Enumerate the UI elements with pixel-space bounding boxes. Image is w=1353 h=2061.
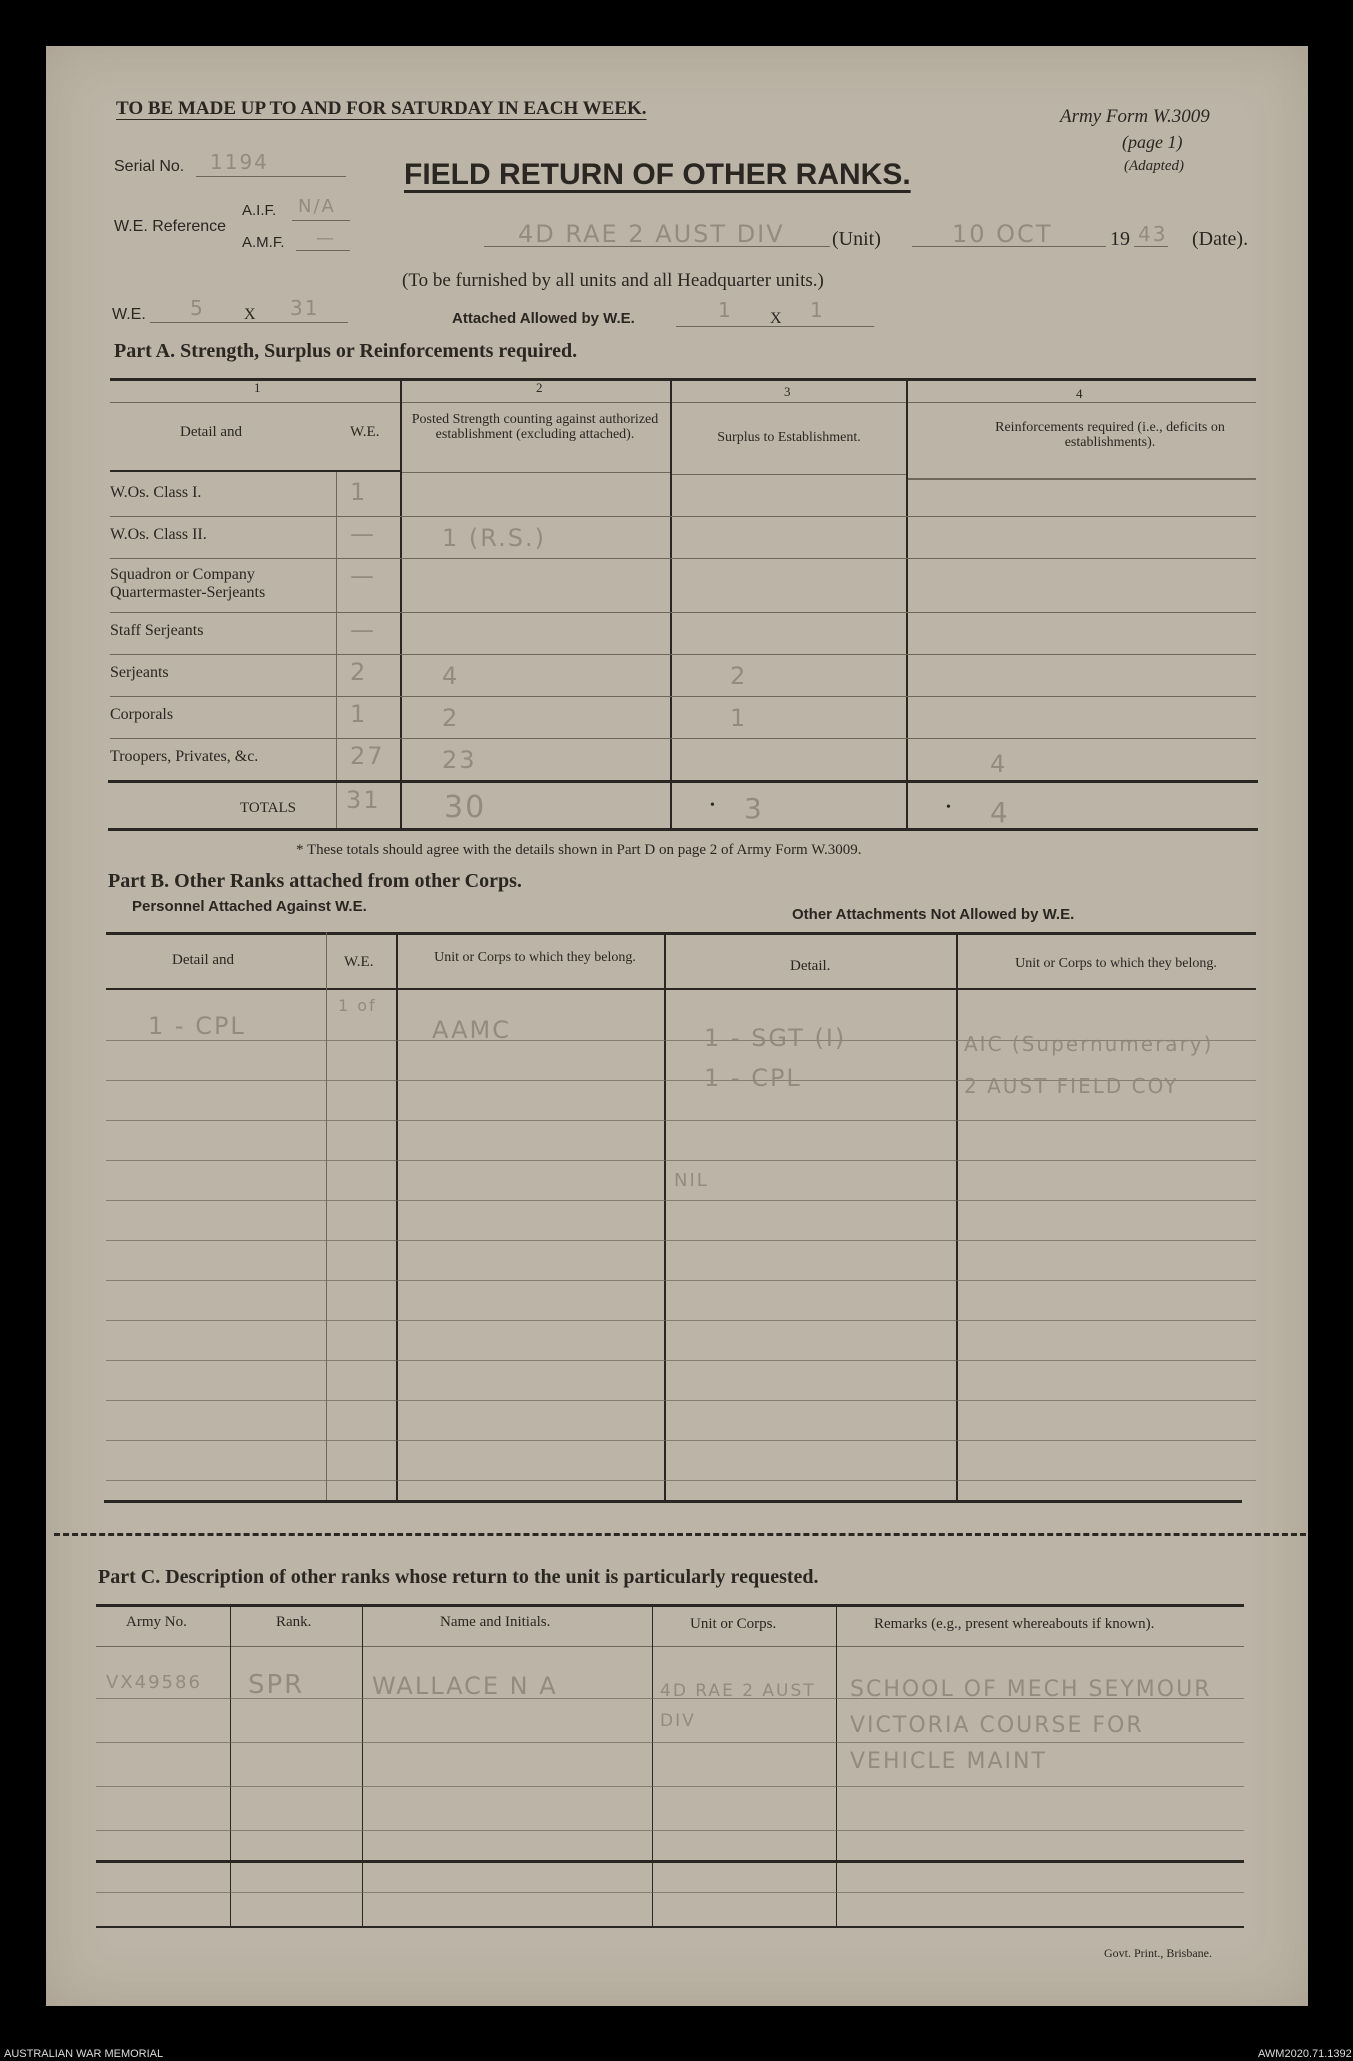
part-c-col-army-no: Army No. (126, 1614, 187, 1630)
part-a-row-reinforcements: 4 (990, 750, 1008, 778)
part-c-col-rank: Rank. (276, 1614, 312, 1630)
part-c-name: WALLACE N A (372, 1672, 558, 1700)
page-title: FIELD RETURN OF OTHER RANKS. (404, 158, 911, 191)
attached-x: X (770, 310, 782, 327)
instruction-heading: TO BE MADE UP TO AND FOR SATURDAY IN EACH WEEK. (116, 98, 647, 119)
part-b-title: Part B. Other Ranks attached from other Corps. (108, 870, 522, 892)
year-value: 43 (1138, 222, 1168, 246)
part-a-col-posted: Posted Strength counting against authorized establishment (excluding attached). (411, 412, 659, 442)
part-a-row-label: Squadron or Company Quartermaster-Serjeants (110, 566, 266, 601)
col-number-3: 3 (784, 384, 791, 399)
part-a-row-label: W.Os. Class II. (110, 526, 207, 543)
part-a-row-we: — (350, 616, 376, 644)
furnish-note: (To be furnished by all units and all Headquarter units.) (402, 270, 824, 291)
part-b-right-detail-1: 1 - SGT (I) (704, 1024, 847, 1052)
printer-imprint: Govt. Print., Brisbane. (1104, 1946, 1212, 1960)
we-value-a: 5 (190, 296, 205, 320)
footer-left: AUSTRALIAN WAR MEMORIAL (4, 2048, 164, 2060)
part-a-row-posted: 23 (442, 746, 477, 774)
part-a-row-label: Serjeants (110, 664, 169, 681)
part-a-col-surplus: Surplus to Establishment. (717, 430, 861, 445)
attached-label: Attached Allowed by W.E. (452, 310, 635, 327)
year-prefix: 19 (1110, 228, 1130, 250)
part-a-col-detail: Detail and (180, 424, 243, 440)
part-a-col-we: W.E. (350, 424, 380, 440)
part-a-row-label: Troopers, Privates, &c. (110, 748, 259, 765)
footer-right: AWM2020.71.1392 (1258, 2048, 1352, 2060)
part-b-col-unit2: Unit or Corps to which they belong. (1015, 956, 1217, 971)
part-b-left-unit: AAMC (432, 1016, 511, 1044)
date-label: (Date). (1192, 228, 1249, 250)
part-a-row-we: 1 (350, 700, 368, 728)
part-c-title: Part C. Description of other ranks whose return to the unit is particularly requested. (98, 1566, 819, 1588)
part-b-right-detail-2: 1 - CPL (704, 1064, 802, 1092)
unit-value: 4D RAE 2 AUST DIV (518, 220, 785, 248)
totals-label: TOTALS (240, 800, 297, 816)
part-a-row-surplus: 2 (730, 662, 748, 690)
amf-value: — (316, 228, 336, 249)
part-a-row-we: 2 (350, 658, 368, 686)
part-b-col-detail2: Detail. (790, 958, 831, 974)
part-c-col-remarks: Remarks (e.g., present whereabouts if known). (874, 1616, 1155, 1632)
part-a-row-we: — (350, 520, 376, 548)
totals-we: 31 (346, 786, 381, 814)
attached-value-a: 1 (718, 298, 733, 322)
amf-label: A.M.F. (242, 234, 285, 251)
part-b-left-we: 1 of (338, 996, 377, 1015)
part-c-col-unit: Unit or Corps. (690, 1616, 777, 1632)
unit-label: (Unit) (832, 228, 881, 250)
part-a-row-posted: 1 (R.S.) (442, 524, 546, 552)
we-reference-label: W.E. Reference (114, 218, 227, 235)
serial-value: 1194 (210, 150, 269, 174)
serial-label: Serial No. (114, 158, 185, 175)
part-b-right-detail-3: NIL (674, 1170, 709, 1191)
form-id: Army Form W.3009 (1060, 106, 1210, 127)
part-a-col-reinforcements: Reinforcements required (i.e., deficits on establishments). (995, 420, 1225, 450)
part-c-rank: SPR (248, 1670, 305, 1700)
part-a-footnote: * These totals should agree with the details shown in Part D on page 2 of Army Form W.3009. (296, 842, 862, 858)
part-b-right-sub: Other Attachments Not Allowed by W.E. (792, 906, 1075, 923)
col-number-2: 2 (536, 380, 543, 395)
part-a-row-we: 27 (350, 742, 385, 770)
we-value-b: 31 (290, 296, 320, 320)
totals-surplus: 3 (744, 792, 764, 825)
part-a-row-label: Staff Serjeants (110, 622, 204, 639)
part-a-row-label: Corporals (110, 706, 174, 723)
part-b-col-unit: Unit or Corps to which they belong. (434, 950, 636, 965)
attached-value-b: 1 (810, 298, 825, 322)
part-b-left-detail: 1 - CPL (148, 1012, 246, 1040)
part-c-remarks: SCHOOL OF MECH SEYMOUR VICTORIA COURSE FOR VEHICLE MAINT (850, 1677, 1212, 1774)
col-number-1: 1 (254, 380, 261, 395)
part-a-row-we: 1 (350, 478, 368, 506)
part-b-right-unit-1: AIC (Supernumerary) (964, 1032, 1214, 1056)
adapted-label: (Adapted) (1124, 158, 1184, 174)
part-c-unit: 4D RAE 2 AUST DIV (660, 1681, 816, 1731)
part-b-right-unit-2: 2 AUST FIELD COY (964, 1074, 1179, 1098)
date-value: 10 OCT (952, 220, 1053, 248)
part-c-army-no: VX49586 (106, 1672, 202, 1693)
totals-reinforcements: 4 (990, 796, 1010, 829)
part-a-row-label: W.Os. Class I. (110, 484, 202, 501)
we-label: W.E. (112, 306, 146, 323)
we-x: X (244, 306, 256, 323)
part-a-row-surplus: 1 (730, 704, 748, 732)
part-a-row-posted: 2 (442, 704, 460, 732)
col-number-4: 4 (1076, 386, 1083, 401)
part-b-col-we: W.E. (344, 954, 374, 970)
totals-posted: 30 (444, 790, 487, 825)
part-c-col-name: Name and Initials. (440, 1614, 551, 1630)
aif-label: A.I.F. (242, 202, 277, 219)
page-number: (page 1) (1122, 132, 1183, 152)
part-a-title: Part A. Strength, Surplus or Reinforcements required. (114, 340, 578, 362)
part-b-left-sub: Personnel Attached Against W.E. (132, 898, 367, 915)
part-a-row-posted: 4 (442, 662, 460, 690)
aif-value: N/A (298, 196, 336, 217)
part-a-row-we: — (350, 562, 376, 590)
part-b-col-detail: Detail and (172, 952, 235, 968)
